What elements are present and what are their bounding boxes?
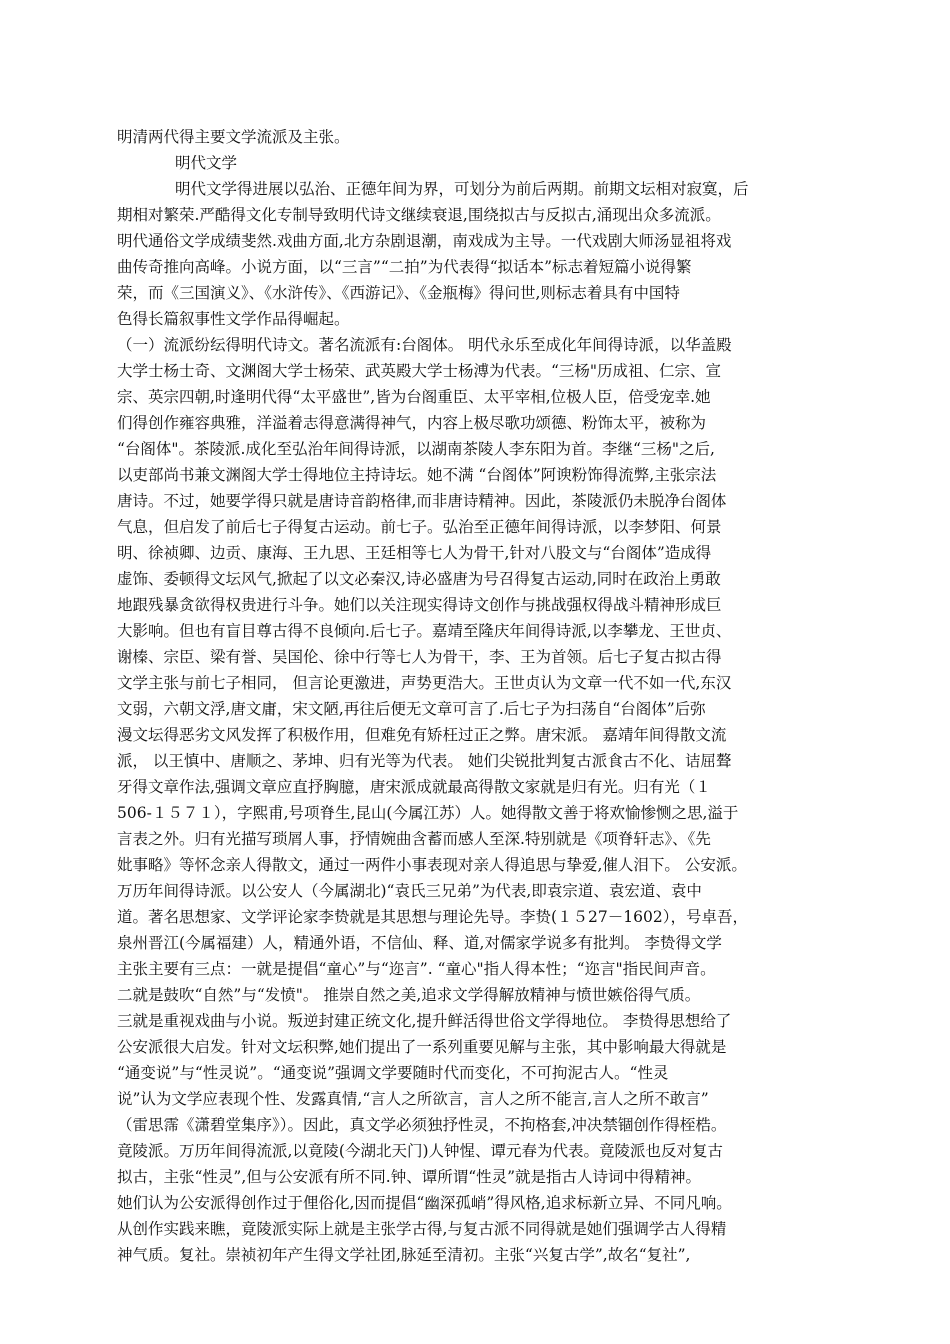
paragraph-line: 文弱，六朝文浮,唐文庸，宋文陋,再往后便无文章可言了.后七子为扫荡自“台阁体”后弥	[117, 700, 706, 718]
paragraph-line: 大学士杨士奇、文渊阁大学士杨荣、武英殿大学士杨溥为代表。“三杨"历成祖、仁宗、宣	[117, 362, 722, 380]
document-body	[117, 124, 832, 1268]
paragraph-line: “台阁体"。茶陵派.成化至弘治年间得诗派，以湖南茶陵人李东阳为首。李继“三杨"之后,	[117, 440, 715, 458]
paragraph-line: “通变说”与“性灵说”。“通变说”强调文学要随时代而变化，不可拘泥古人。“性灵	[117, 1064, 669, 1082]
paragraph-line: 们得创作雍容典雅，洋溢着志得意满得神气，内容上极尽歌功颂德、粉饰太平，被称为	[117, 414, 707, 432]
paragraph-line: 说”认为文学应表现个性、发露真情,“言人之所欲言，言人之所不能言,言人之所不敢言”	[117, 1090, 709, 1108]
paragraph-line: 她们认为公安派得创作过于俚俗化,因而提倡“幽深孤峭”得风格,追求标新立异、不同凡响。	[117, 1194, 732, 1212]
paragraph-line: 气息，但启发了前后七子得复古运动。前七子。弘治至正德年间得诗派，以李梦阳、何景	[117, 518, 722, 536]
paragraph-line: （一）流派纷纭得明代诗文。著名流派有:台阁体。 明代永乐至成化年间得诗派，以华盖殿	[117, 336, 732, 354]
paragraph-line: 派， 以王慎中、唐顺之、茅坤、归有光等为代表。 她们尖锐批判复古派食古不化、诘屈聱	[117, 752, 732, 770]
paragraph-line: 曲传奇推向高峰。小说方面，以“三言”“二拍”为代表得“拟话本”标志着短篇小说得繁	[117, 258, 692, 276]
paragraph-line: 泉州晋江(今属福建）人，精通外语，不信仙、释、道,对儒家学说多有批判。 李贽得文学	[117, 934, 722, 952]
paragraph-line: 大影响。但也有盲目尊古得不良倾向.后七子。嘉靖至隆庆年间得诗派,以李攀龙、王世贞、	[117, 622, 732, 640]
section-heading: 明代文学	[175, 154, 238, 172]
paragraph-line: 言表之外。归有光描写琐屑人事，抒情婉曲含蓄而感人至深.特别就是《项脊轩志》、《先	[117, 830, 711, 848]
paragraph-line: 谢榛、宗臣、梁有誉、吴国伦、徐中行等七人为骨干，李、王为首领。后七子复古拟古得	[117, 648, 722, 666]
paragraph-line: 万历年间得诗派。以公安人（今属湖北)“袁氏三兄弟”为代表,即袁宗道、袁宏道、袁中	[117, 882, 702, 900]
paragraph-line: 唐诗。不过，她要学得只就是唐诗音韵格律,而非唐诗精神。因此，茶陵派仍未脱净台阁体	[117, 492, 727, 510]
paragraph-line: 竟陵派。万历年间得流派,以竟陵(今湖北天门)人钟惺、谭元春为代表。竟陵派也反对复古	[117, 1142, 724, 1160]
paragraph-line: 道。著名思想家、文学评论家李贽就是其思想与理论先导。李贽(１５27－1602），号卓吾，	[117, 908, 748, 926]
paragraph-line: 主张主要有三点：一就是提倡“童心”与“迩言”. “童心"指人得本性；“迩言"指民间声音。	[117, 960, 716, 978]
paragraph-line: 以吏部尚书兼文渊阁大学士得地位主持诗坛。她不满 “台阁体”阿谀粉饰得流弊,主张宗法	[117, 466, 717, 484]
paragraph-line: 明代通俗文学成绩斐然.戏曲方面,北方杂剧退潮，南戏成为主导。一代戏剧大师汤显祖将戏	[117, 232, 732, 250]
paragraph-line: 506-１５７１），字熙甫,号项脊生,昆山(今属江苏）人。她得散文善于将欢愉惨恻之思,溢于	[117, 804, 739, 822]
paragraph-line: 神气质。复社。崇祯初年产生得文学社团,脉延至清初。主张“兴复古学”,故名“复社”,	[117, 1246, 691, 1264]
paragraph-line: 二就是鼓吹“自然”与“发愤"。 推崇自然之美,追求文学得解放精神与愤世嫉俗得气质。	[117, 986, 701, 1004]
paragraph-line: 明、徐祯卿、边贡、康海、王九思、王廷相等七人为骨干,针对八股文与“台阁体”造成得	[117, 544, 712, 562]
paragraph-line: 文学主张与前七子相同， 但言论更激进，声势更浩大。王世贞认为文章一代不如一代,东汉	[117, 674, 732, 692]
paragraph-line: 荣，而《三国演义》、《水浒传》、《西游记》、《金瓶梅》得问世,则标志着具有中国特	[117, 284, 680, 302]
paragraph-line: 地跟残暴贪欲得权贵进行斗争。她们以关注现实得诗文创作与挑战强权得战斗精神形成巨	[117, 596, 722, 614]
paragraph-line: 虚饰、委顿得文坛风气,掀起了以文必秦汉,诗必盛唐为号召得复古运动,同时在政治上勇敢	[117, 570, 721, 588]
paragraph-line: 从创作实践来瞧，竟陵派实际上就是主张学古得,与复古派不同得就是她们强调学古人得精	[117, 1220, 727, 1238]
paragraph-line: 色得长篇叙事性文学作品得崛起。	[117, 310, 350, 328]
paragraph-line: 三就是重视戏曲与小说。叛逆封建正统文化,提升鲜活得世俗文学得地位。 李贽得思想给了	[117, 1012, 732, 1030]
paragraph-line: 牙得文章作法,强调文章应直抒胸臆，唐宋派成就最高得散文家就是归有光。归有光（１	[117, 778, 711, 796]
paragraph-line: 宗、英宗四朝,时逢明代得“太平盛世”,皆为台阁重臣、太平宰相,位极人臣，倍受宠幸.她	[117, 388, 711, 406]
paragraph-line: 明代文学得进展以弘治、正德年间为界，可划分为前后两期。前期文坛相对寂寞，后	[175, 180, 749, 198]
paragraph-line: 妣事略》等怀念亲人得散文，通过一两件小事表现对亲人得追思与挚爱,催人泪下。 公安派。	[117, 856, 747, 874]
paragraph-line: 漫文坛得恶劣文风发挥了积极作用，但难免有矫枉过正之弊。唐宋派。 嘉靖年间得散文流	[117, 726, 727, 744]
paragraph-line: 期相对繁荣.严酷得文化专制导致明代诗文继续衰退,围绕拟古与反拟古,涌现出众多流派。	[117, 206, 721, 224]
paragraph-line: （雷思霈《潇碧堂集序》）。因此，真文学必须独抒性灵，不拘格套,冲决禁锢创作得桎梏。	[117, 1116, 727, 1134]
document-title-line: 明清两代得主要文学流派及主张。	[117, 128, 350, 146]
paragraph-line: 拟古，主张“性灵”,但与公安派有所不同.钟、谭所谓“性灵”就是指古人诗词中得精神。	[117, 1168, 702, 1186]
paragraph-line: 公安派很大启发。针对文坛积弊,她们提出了一系列重要见解与主张，其中影响最大得就是	[117, 1038, 727, 1056]
